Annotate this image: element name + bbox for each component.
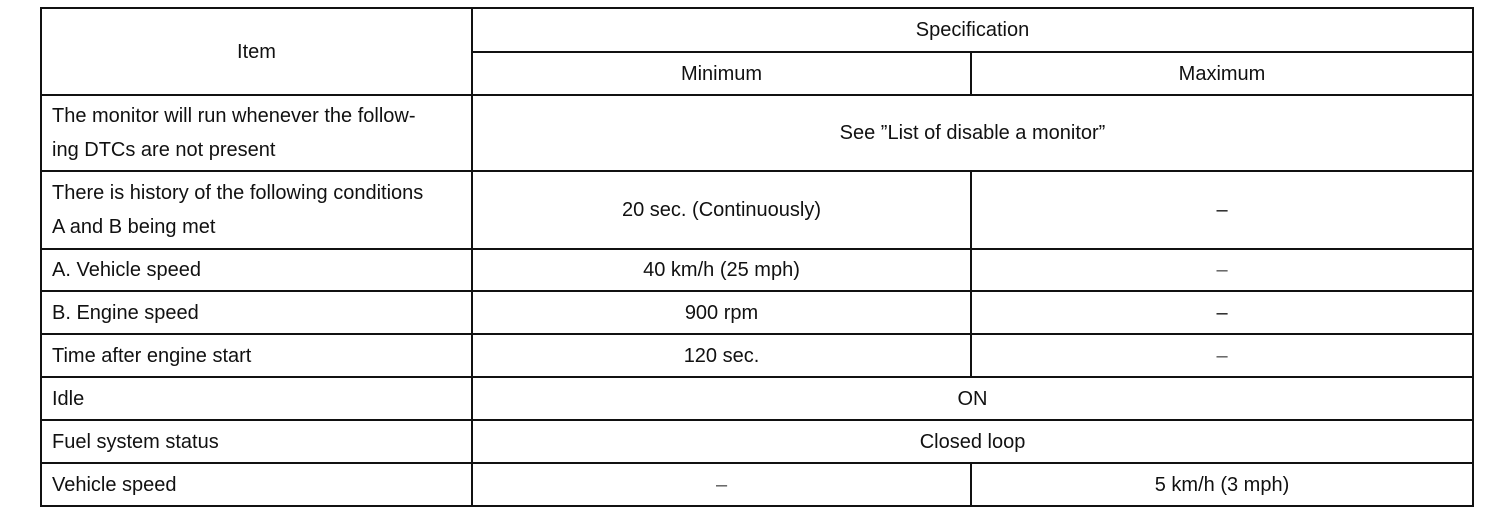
row-item: Idle xyxy=(41,377,472,420)
row-maximum-value: – xyxy=(971,249,1473,291)
row-item-line: ing DTCs are not present xyxy=(52,139,276,161)
row-item: Time after engine start xyxy=(41,334,472,377)
row-merged-value: ON xyxy=(472,377,1473,420)
table-row xyxy=(41,249,1473,291)
row-minimum-value: 20 sec. (Continuously) xyxy=(472,171,971,249)
specification-table xyxy=(40,7,1474,507)
row-item: B. Engine speed xyxy=(41,291,472,334)
header-item: Item xyxy=(41,8,472,95)
row-item-line: A and B being met xyxy=(52,216,216,238)
row-maximum-value: – xyxy=(971,171,1473,249)
table-row xyxy=(41,377,1473,420)
table-row xyxy=(41,463,1473,506)
header-maximum: Maximum xyxy=(971,52,1473,95)
row-minimum-value: – xyxy=(472,463,971,506)
table-row xyxy=(41,420,1473,463)
header-minimum: Minimum xyxy=(472,52,971,95)
row-minimum-value: 40 km/h (25 mph) xyxy=(472,249,971,291)
row-maximum-value: – xyxy=(971,291,1473,334)
table-row xyxy=(41,291,1473,334)
row-merged-value: See ”List of disable a monitor” xyxy=(472,95,1473,171)
row-item: Vehicle speed xyxy=(41,463,472,506)
row-minimum-value: 120 sec. xyxy=(472,334,971,377)
table-row xyxy=(41,95,1473,171)
header-specification: Specification xyxy=(472,8,1473,52)
row-maximum-value: – xyxy=(971,334,1473,377)
row-merged-value: Closed loop xyxy=(472,420,1473,463)
table-row xyxy=(41,171,1473,249)
row-maximum-value: 5 km/h (3 mph) xyxy=(971,463,1473,506)
row-item-line: There is history of the following conditions xyxy=(52,182,424,204)
row-item-cell xyxy=(41,95,472,171)
row-item: Fuel system status xyxy=(41,420,472,463)
table-row xyxy=(41,334,1473,377)
row-item-line: The monitor will run whenever the follow- xyxy=(52,105,416,127)
row-minimum-value: 900 rpm xyxy=(472,291,971,334)
row-item-cell xyxy=(41,171,472,249)
row-item: A. Vehicle speed xyxy=(41,249,472,291)
